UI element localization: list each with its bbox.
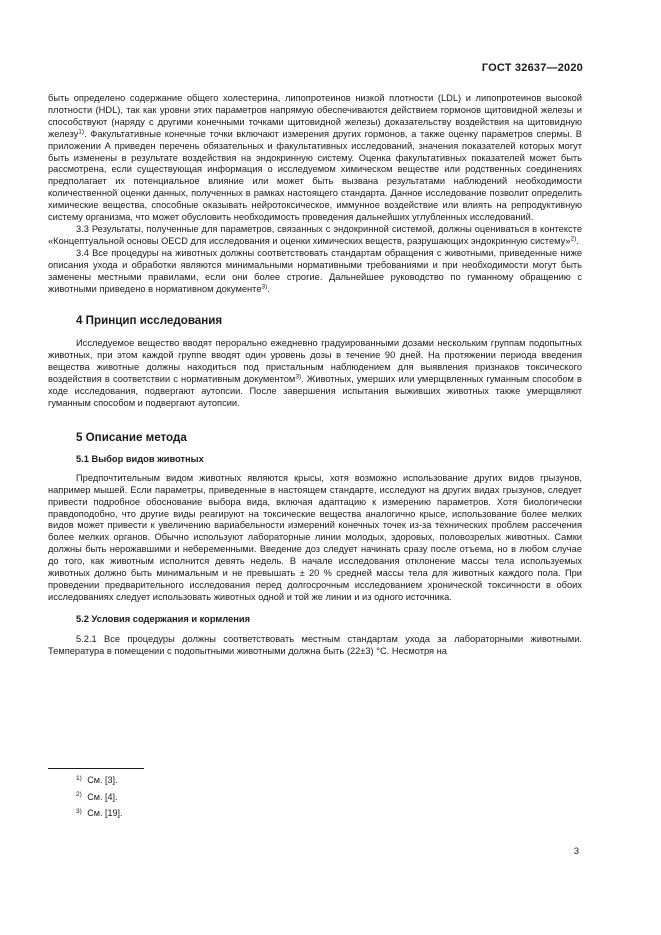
subsection-heading-5-2: 5.2 Условия содержания и кормления [76,613,250,624]
footnote-item [76,772,123,789]
footnote-item [76,789,123,806]
document-code: ГОСТ 32637—2020 [481,62,583,74]
paragraph-text: . [267,283,270,294]
footnote-ref-2[interactable]: 2) [570,235,577,243]
paragraph-text: быть определено содержание общего холестерина, липопротеинов низкой плотности (LDL) и липопротеинов высокой плотности (HDL), так как уровни этих параметров напрямую обеспечиваются действием гормонов щитовидной железы и способствуют (наряду с другими конечными точками щитовидной железы) доказательству воздействия на щитовидную железу [48,93,582,139]
footnote-ref-3[interactable]: 3) [295,373,302,381]
clause-3-4 [48,248,582,296]
paragraph-text: 3.3 Результаты, полученные для параметров, связанных с эндокринной системой, должны оцениваться в контексте «Концептуальной основы OECD для исследования и оценки химических веществ, разрушающих эндокринную систему» [48,223,582,246]
paragraph-text: Исследуемое вещество вводят перорально ежедневно градуированными дозами нескольким группам подопытных животных, при этом каждой группе вводят один уровень дозы в течение 90 дней. На протяжении периода введения вещества животные должны находиться под пристальным наблюдением для выявления признаков токсического воздействия в соответствии с нормативным документом [48,338,582,385]
clause-3-3 [48,224,582,248]
footnote-text: См. [3]. [87,775,118,785]
footnote-mark: 2) [76,791,82,798]
footnotes [76,772,123,822]
footnote-separator [48,768,144,769]
footnote-ref-3[interactable]: 3) [261,283,268,290]
footnote-item [76,805,123,822]
section-4-paragraph [48,338,582,409]
paragraph-text: . [576,235,579,246]
section-heading-4: 4 Принцип исследования [76,314,223,328]
paragraph-text: . Животных, умерших или умерщвленных гуманным способом в ходе исследования, подвергают аутопсии. После завершения испытания выживших животных также умерщвляют гуманным способом и подвергают аутопсии. [48,374,582,408]
footnote-ref-1[interactable]: 1) [78,128,85,136]
document-body [48,93,582,658]
footnote-mark: 1) [76,774,82,782]
paragraph-text: . Факультативные конечные точки включают измерения других гормонов, а также оценку параметров спермы. В приложении А приведен перечень обязательных и факультативных исследований, значения показателей которых могут быть изменены в результате воздействия на эндокринную систему. Оценка факультативных показателей может быть рассмотрена, если существующая информация о исследуемом химическом веществе или родственных соединениях предполагает их потенциальное влияние или может быть вызвана результатами наблюдений необходимости количественной оценки данных, полученных в рамках настоящего стандарта. Данное исследование позволит определить химические вещества, способные оказывать нейротоксическое, иммунное воздействие или влиять на репродуктивную систему организма, что может обусловить необходимость проведения дальнейших углубленных исследований. [48,128,582,223]
paragraph-text: 3.4 Все процедуры на животных должны соответствовать стандартам обращения с животными, приведенные ниже описания ухода и обработки являются минимальными нормативными требованиями и при необходимости могут быть заменены местными правилами, если они более строгие. Дальнейшее руководство по гуманному обращению с животными приведено в нормативном документе [48,247,582,294]
footnote-text: См. [4]. [87,791,118,802]
footnote-mark: 3) [76,807,82,815]
page-number: 3 [573,846,579,857]
paragraph-continuation [48,93,582,224]
clause-5-2-1: 5.2.1 Все процедуры должны соответствовать местным стандартам ухода за лабораторными животными. Температура в помещении с подопытными животными должна быть (22±3) °С. Несмотря на [48,633,582,656]
subsection-heading-5-1: 5.1 Выбор видов животных [76,453,204,464]
subsection-5-1-paragraph: Предпочтительным видом животных являются крысы, хотя возможно использование других видов грызунов, например мышей. Если параметры, приведенные в настоящем стандарте, исследуют на других видах грызунов, следует привести подробное обоснование выбора вида, включая адаптацию к измерению параметров. Хотя биологически правдоподобно, что другие виды реагируют на токсические вещества аналогично крысе, использование более мелких видов может привести к увеличению вариабельности измерений конечных точек из-за технических проблем рассечения более мелких органов. Обычно используют лабораторные линии молодых, здоровых, половозрелых животных. Самки должны быть нерожавшими и небеременными. Введение доз следует начинать сразу после отъема, но в любом случае до того, как животным исполнится девять недель. В начале исследования отклонение массы тела используемых животных должно быть минимальным и не превышать ± 20 % средней массы тела для животных каждого пола. При проведении предварительного исследования перед долгосрочным исследованием хронической токсичности в обоих исследованиях следует использовать животных одной и той же линии и из одного источника. [48,472,582,602]
section-heading-5: 5 Описание метода [76,430,187,444]
footnote-text: См. [19]. [87,808,123,818]
